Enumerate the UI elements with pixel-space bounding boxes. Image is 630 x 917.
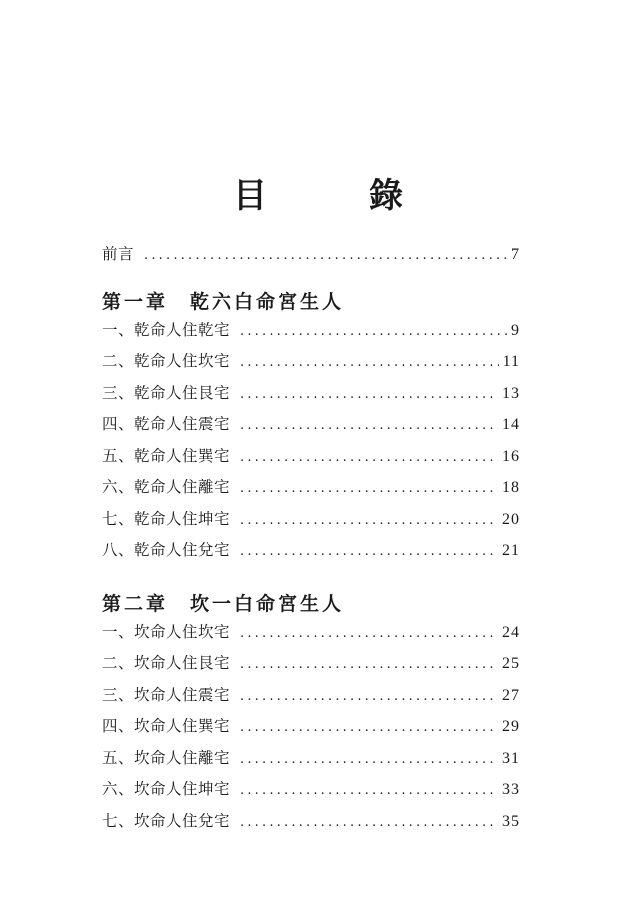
toc-entry-label: 八、乾命人住兌宅 (102, 541, 231, 559)
toc-entry-label: 六、乾命人住離宅 (102, 478, 231, 496)
toc-entry-page: 11 (502, 353, 520, 370)
toc-entry[interactable] (102, 444, 520, 476)
toc-entry-page: 21 (502, 542, 520, 559)
toc-entry-label: 四、乾命人住震宅 (102, 415, 231, 433)
chapter-heading (102, 580, 520, 620)
toc-entry[interactable] (102, 475, 520, 507)
toc-entry-page: 25 (502, 655, 520, 672)
toc-entry-label: 二、乾命人住坎宅 (102, 352, 231, 370)
toc-entry-page: 9 (511, 321, 520, 339)
toc-entry-page: 16 (502, 447, 520, 465)
dot-leader (240, 720, 498, 735)
toc-entry[interactable] (102, 412, 520, 444)
toc-entry-page: 29 (502, 718, 520, 735)
dot-leader (240, 481, 498, 496)
toc-entry[interactable] (102, 714, 520, 746)
dot-leader (240, 657, 498, 672)
toc-entry-label: 一、乾命人住乾宅 (102, 320, 231, 339)
chapter-number: 第一章 (102, 290, 169, 313)
toc-entry[interactable] (102, 318, 520, 350)
dot-leader (144, 248, 507, 263)
toc-entry[interactable] (102, 746, 520, 778)
toc-entry-label: 三、乾命人住艮宅 (102, 383, 231, 402)
toc-entry-preface[interactable] (102, 242, 520, 274)
toc-entry-page: 35 (502, 812, 520, 830)
dot-leader (240, 544, 498, 559)
toc-entry-page: 14 (502, 416, 520, 433)
toc-entry-label: 四、坎命人住巽宅 (102, 717, 231, 735)
chapter-number: 第二章 (102, 592, 169, 615)
toc-entry-page: 27 (502, 686, 520, 704)
toc-entry[interactable] (102, 620, 520, 652)
toc-entry[interactable] (102, 809, 520, 841)
dot-leader (240, 513, 498, 528)
dot-leader (240, 450, 498, 465)
toc-entry-label: 二、坎命人住艮宅 (102, 654, 231, 672)
dot-leader (240, 324, 507, 339)
toc-entry-label: 六、坎命人住坤宅 (102, 780, 231, 798)
chapter-name: 乾六白命宮生人 (190, 290, 345, 313)
dot-leader (240, 689, 498, 704)
toc-entry-label: 前言 (102, 245, 135, 263)
toc-entry[interactable] (102, 683, 520, 715)
section-gap (102, 570, 520, 580)
page-title: 目 錄 (233, 176, 437, 216)
toc-entry-label: 五、乾命人住巽宅 (102, 446, 231, 465)
toc-entry-page: 18 (502, 479, 520, 496)
dot-leader (240, 418, 498, 433)
toc-entry-label: 三、坎命人住震宅 (102, 685, 231, 704)
toc-entry[interactable] (102, 651, 520, 683)
toc-entry-page: 24 (502, 623, 520, 641)
toc-entry-label: 一、坎命人住坎宅 (102, 622, 231, 641)
toc-entry[interactable] (102, 349, 520, 381)
dot-leader (240, 355, 499, 370)
toc-entry[interactable] (102, 538, 520, 570)
toc-entry-page: 13 (502, 384, 520, 402)
toc-entry[interactable] (102, 381, 520, 413)
dot-leader (240, 752, 498, 767)
chapter-name: 坎一白命宮生人 (190, 592, 345, 615)
table-of-contents (102, 242, 520, 840)
toc-entry-page: 31 (502, 749, 520, 767)
toc-entry-page: 7 (511, 246, 520, 263)
toc-entry-label: 七、乾命人住坤宅 (102, 509, 231, 528)
dot-leader (240, 626, 498, 641)
toc-entry-label: 七、坎命人住兌宅 (102, 811, 231, 830)
chapter-heading (102, 278, 520, 318)
toc-entry-label: 五、坎命人住離宅 (102, 748, 231, 767)
toc-entry-page: 20 (502, 510, 520, 528)
toc-entry-page: 33 (502, 781, 520, 798)
dot-leader (240, 783, 498, 798)
toc-entry[interactable] (102, 507, 520, 539)
toc-entry[interactable] (102, 777, 520, 809)
dot-leader (240, 815, 498, 830)
dot-leader (240, 387, 498, 402)
